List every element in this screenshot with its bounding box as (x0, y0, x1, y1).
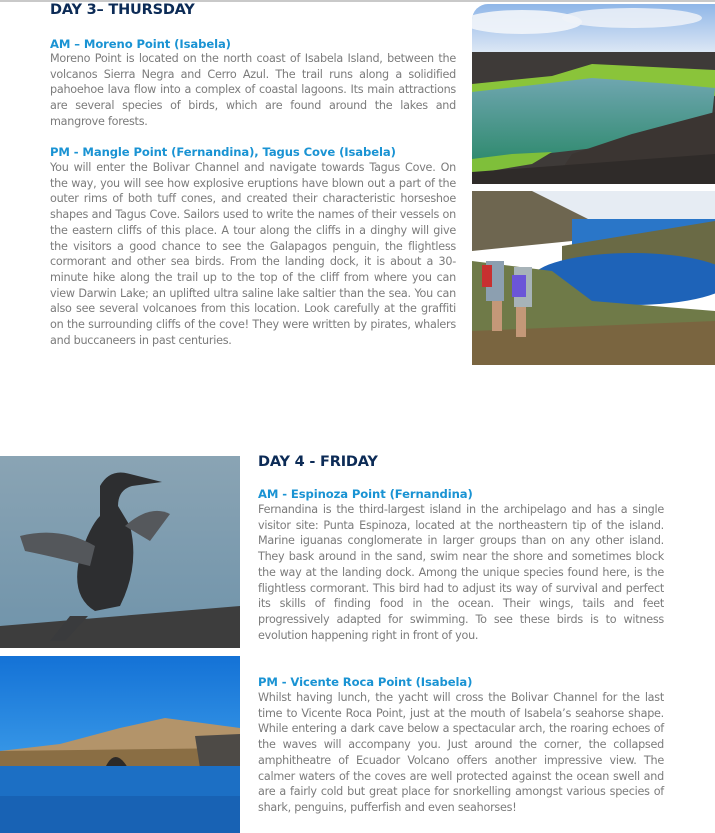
day3-pm-heading: PM - Mangle Point (Fernandina), Tagus Cove (Isabela) (50, 145, 396, 159)
day4-title: DAY 4 - FRIDAY (258, 454, 378, 470)
darwin-lake-hikers-photo (472, 191, 715, 365)
flightless-cormorant-photo (0, 456, 240, 648)
day3-title: DAY 3– THURSDAY (50, 2, 195, 18)
day4-pm-heading: PM - Vicente Roca Point (Isabela) (258, 675, 473, 689)
day4-pm-text: Whilst having lunch, the yacht will cross the Bolivar Channel for the last time to Vicente Roca Point, just at the mouth of Isabela’s seahorse shape. While entering a dark cave below a spectacular arch, the roaring echoes of the waves will accompany you. Just around the corner, the collapsed amphitheatre of Ecuador Volcano offers another impressive view. The calmer waters of the coves are well protected against the ocean swell and are a fairly cold but great place for snorkelling amongst various species of shark, penguins, pufferfish and even seahorses! (258, 691, 664, 814)
day4-am-heading: AM - Espinoza Point (Fernandina) (258, 487, 473, 501)
day3-am-text: Moreno Point is located on the north coast of Isabela Island, between the volcanos Sierra Negra and Cerro Azul. The trail runs along a solidified pahoehoe lava flow into a complex of coastal lagoons. Its main attractions are several species of birds, which are found around the lakes and mangrove forests. (50, 52, 456, 128)
day3-am-heading: AM – Moreno Point (Isabela) (50, 37, 231, 51)
day4-am-text: Fernandina is the third-largest island in the archipelago and has a single visitor site: Punta Espinoza, located at the northeastern tip of the island. Marine iguanas conglomerate in larger groups than on any other island. They bask around in the sand, swim near the shore and sometimes block the way at the landing dock. Among the unique species found here, is the flightless cormorant. This bird had to adjust its way of survival and perfect its skills of finding food in the ocean. Their wings, tails and feet progressively adapted for swimming. To see these birds is to witness evolution happening right in front of you. (258, 503, 664, 642)
day3-pm-text: You will enter the Bolivar Channel and navigate towards Tagus Cove. On the way, you will see how explosive eruptions have blown out a part of the outer rims of both tuff cones, and created their characteristic horseshoe shapes and Tagus Cove. Sailors used to write the names of their vessels on the eastern cliffs of this place. A tour along the cliffs in a dinghy will give the visitors a good chance to see the Galapagos penguin, the flightless cormorant and other sea birds. From the landing dock, it is about a 30-minute hike along the trail up to the top of the cliff from where you can view Darwin Lake; an uplifted ultra saline lake saltier than the sea. You can also see several volcanoes from this location. Look carefully at the graffiti on the surrounding cliffs of the cove! They were written by pirates, whalers and buccaneers in past centuries. (50, 161, 456, 347)
moreno-lagoon-photo (472, 4, 715, 184)
vicente-roca-point-photo (0, 656, 240, 833)
